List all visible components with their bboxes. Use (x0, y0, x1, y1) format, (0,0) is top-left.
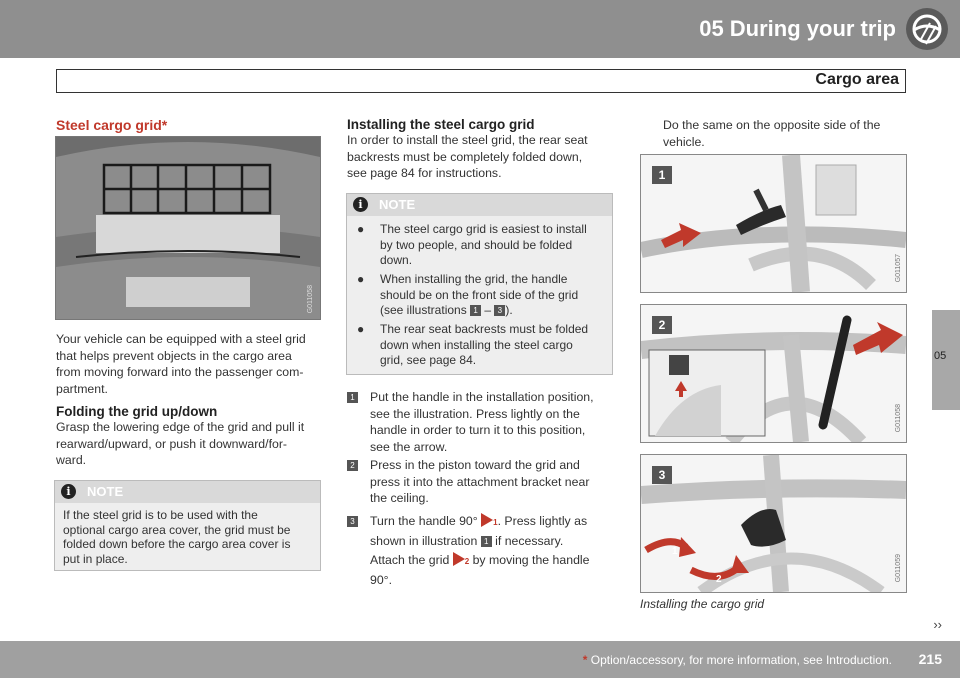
illustration-number: 2 (652, 316, 672, 334)
bullet-icon: ● (357, 272, 365, 286)
illustration-ref-1: 1 (481, 536, 492, 547)
image-id: G011058 (307, 284, 314, 313)
footnote: * Option/accessory, for more information, see Introduction. (582, 653, 892, 667)
note-header (347, 194, 612, 216)
chapter-tab-label: 05 (934, 350, 947, 362)
image-id: G011059 (895, 553, 902, 582)
bullet-icon: ● (357, 222, 365, 236)
illustration-ref-3: 3 (494, 305, 505, 316)
image-id: G011058 (895, 403, 902, 432)
steel-grid-heading: Steel cargo grid* (56, 117, 168, 133)
step-2: 2 Press in the piston toward the grid and press it into the attachment bracket near the ceiling. (347, 457, 613, 507)
page-footer (0, 641, 960, 678)
illustration-ref-1: 1 (470, 305, 481, 316)
steel-grid-intro: Your vehicle can be equipped with a steel grid that helps prevent objects in the cargo area from moving forward into the passenger com- partment. (56, 332, 306, 396)
opposite-side-text: Do the same on the opposite side of the vehicle. (663, 118, 881, 149)
step-3: 3 Turn the handle 90° 1. Press lightly as shown in illustration 1 if necessary. Attach the grid 2 by moving the handle 90°. (347, 512, 613, 592)
note-label: NOTE (379, 197, 416, 212)
step-number: 3 (347, 516, 358, 527)
cargo-grid-photo (55, 136, 321, 320)
next-page-icon[interactable]: ›› (933, 617, 942, 632)
fold-grid-text: Grasp the lowering edge of the grid and pull it rearward/upward, or push it downward/for- ward. (56, 420, 305, 467)
note-label: NOTE (87, 484, 124, 499)
install-grid-heading: Installing the steel cargo grid (347, 117, 535, 132)
note-box-grid-cover (54, 480, 321, 571)
bullet-icon: ● (357, 322, 365, 336)
note-bullet-2: When installing the grid, the handle should be on the front side of the grid (see illustrations 1 – 3 ). (380, 272, 579, 317)
illustration-3 (640, 454, 907, 593)
illustration-number: 3 (652, 466, 672, 484)
illustration-number: 1 (652, 166, 672, 184)
red-arrow-icon (453, 552, 465, 566)
install-grid-intro: In order to install the steel grid, the rear seat backrests must be completely folded down, see page 84 for instructions. (347, 133, 588, 180)
step-1: 1 Put the handle in the installation position, see the illustration. Press lightly on the handle in order to turn it to this position, see the arrow. (347, 389, 613, 451)
note-header (55, 481, 320, 503)
chapter-header (0, 0, 960, 58)
info-icon: i (61, 484, 76, 499)
step-number: 2 (347, 460, 358, 471)
svg-text:1: 1 (672, 546, 678, 557)
section-title-bar (56, 69, 906, 93)
illustration-2 (640, 304, 907, 443)
fold-grid-heading: Folding the grid up/down (56, 404, 218, 419)
step-number: 1 (347, 392, 358, 403)
note-text: If the steel grid is to be used with the optional cargo area cover, the grid must be folded down before the cargo area cover is put in place. (63, 508, 291, 566)
image-id: G011057 (895, 253, 902, 282)
red-arrow-icon (481, 513, 493, 527)
svg-text:2: 2 (716, 574, 722, 585)
section-title: Cargo area (815, 71, 899, 88)
note-bullet-1: The steel cargo grid is easiest to install by two people, and should be folded down. (380, 222, 587, 267)
note-bullet-3: The rear seat backrests must be folded down when installing the steel cargo grid, see page 84. (380, 322, 589, 367)
illustration-1 (640, 154, 907, 293)
chapter-tab[interactable] (932, 310, 960, 410)
steering-wheel-icon (906, 8, 948, 50)
note-box-install (346, 193, 613, 375)
info-icon: i (353, 197, 368, 212)
chapter-title: 05 During your trip (699, 16, 896, 41)
illustration-caption: Installing the cargo grid (640, 597, 765, 611)
page-number: 215 (918, 651, 942, 667)
